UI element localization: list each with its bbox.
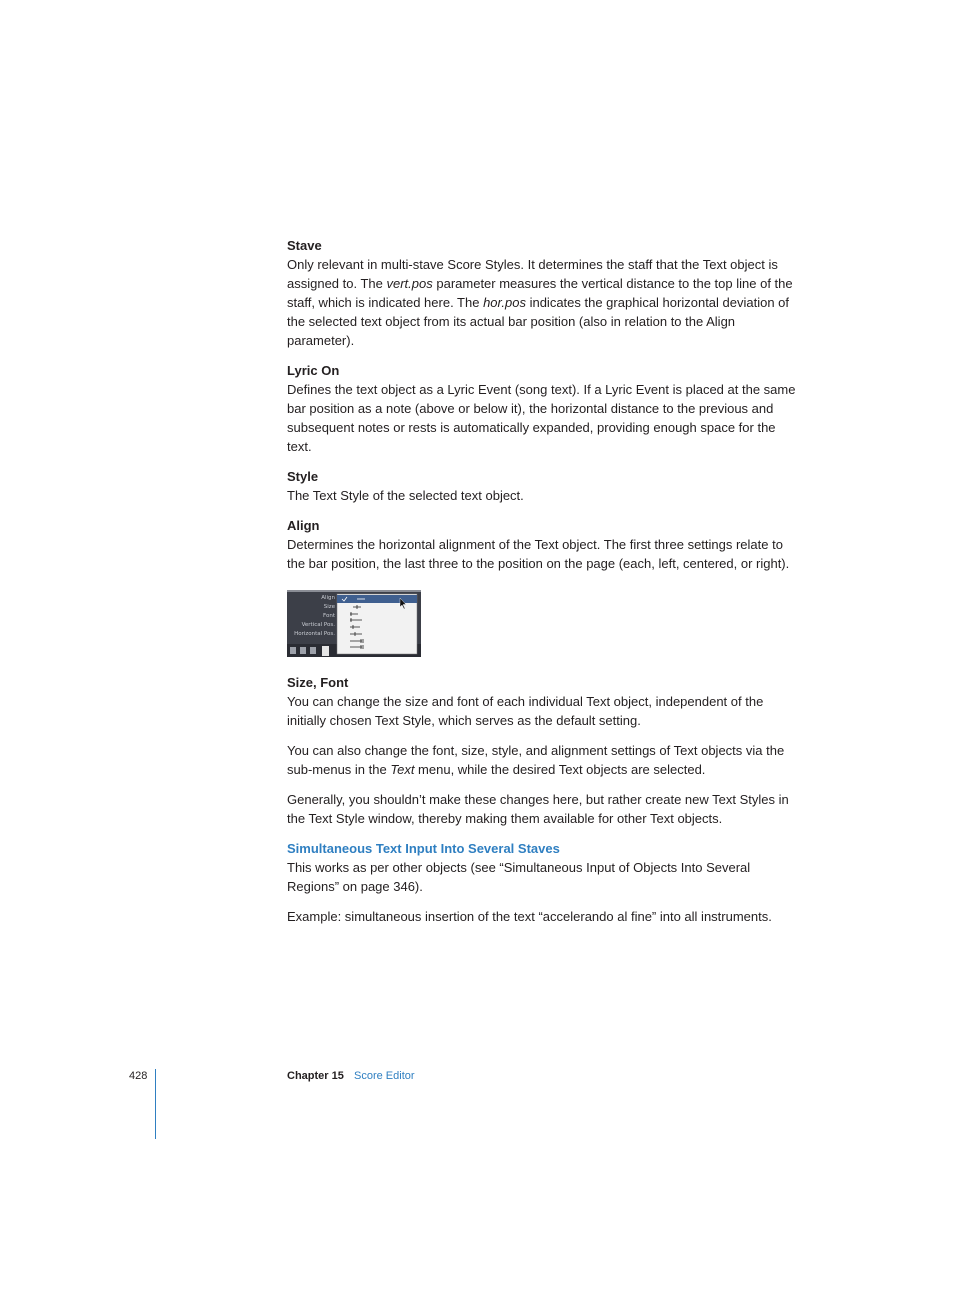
- size-font-heading: Size, Font: [287, 675, 349, 690]
- footer-chapter: Chapter 15: [287, 1070, 344, 1082]
- footer-chapter-title-link[interactable]: Score Editor: [354, 1070, 415, 1082]
- fig-label-align: Align: [321, 595, 335, 601]
- main-content: [287, 236, 797, 937]
- style-heading: Style: [287, 469, 319, 484]
- size-font-body-3: Generally, you shouldn’t make these changes here, but rather create new Text Styles in the Text Style window, thereby making them available for other Text objects.: [287, 792, 789, 826]
- lyric-on-heading: Lyric On: [287, 363, 340, 378]
- footer-divider: [155, 1069, 156, 1139]
- size-font-body-2: You can also change the font, size, style, and alignment settings of Text objects via the sub-menus in the Text menu, while the desired Text objects are selected.: [287, 743, 785, 777]
- fig-label-font: Font: [323, 613, 335, 619]
- size-font-body-1: You can change the size and font of each individual Text object, independent of the initially chosen Text Style, which serves as the default setting.: [287, 694, 764, 728]
- align-body: Determines the horizontal alignment of the Text object. The first three settings relate to the bar position, the last three to the position on the page (each, left, centered, or right).: [287, 537, 790, 571]
- align-heading: Align: [287, 518, 320, 533]
- fig-label-size: Size: [323, 604, 335, 610]
- fig-label-vertical: Vertical Pos.: [301, 622, 335, 628]
- simultaneous-heading: Simultaneous Text Input Into Several Staves: [287, 841, 560, 856]
- stave-body: Only relevant in multi-stave Score Styles. It determines the staff that the Text object is assigned to. The vert.pos parameter measures the vertical distance to the top line of the staff, which is indicated here. The hor.pos indicates the graphical horizontal deviation of the selected text object from its actual bar position (also in relation to the Align parameter).: [287, 257, 793, 348]
- stave-heading: Stave: [287, 238, 322, 253]
- simultaneous-body-2: Example: simultaneous insertion of the text “accelerando al fine” into all instruments.: [287, 909, 772, 924]
- align-menu-figure: [287, 590, 421, 657]
- fig-label-horizontal: Horizontal Pos.: [294, 631, 335, 637]
- style-body: The Text Style of the selected text object.: [287, 488, 524, 503]
- lyric-on-body: Defines the text object as a Lyric Event (song text). If a Lyric Event is placed at the same bar position as a note (above or below it), the horizontal distance to the previous and subsequent notes or rests is automatically expanded, providing enough space for the text.: [287, 382, 796, 454]
- page-number: 428: [129, 1070, 148, 1082]
- align-menu-screenshot: [287, 590, 421, 657]
- simultaneous-body-1: This works as per other objects (see “Simultaneous Input of Objects Into Several Regions” on page 346).: [287, 860, 751, 894]
